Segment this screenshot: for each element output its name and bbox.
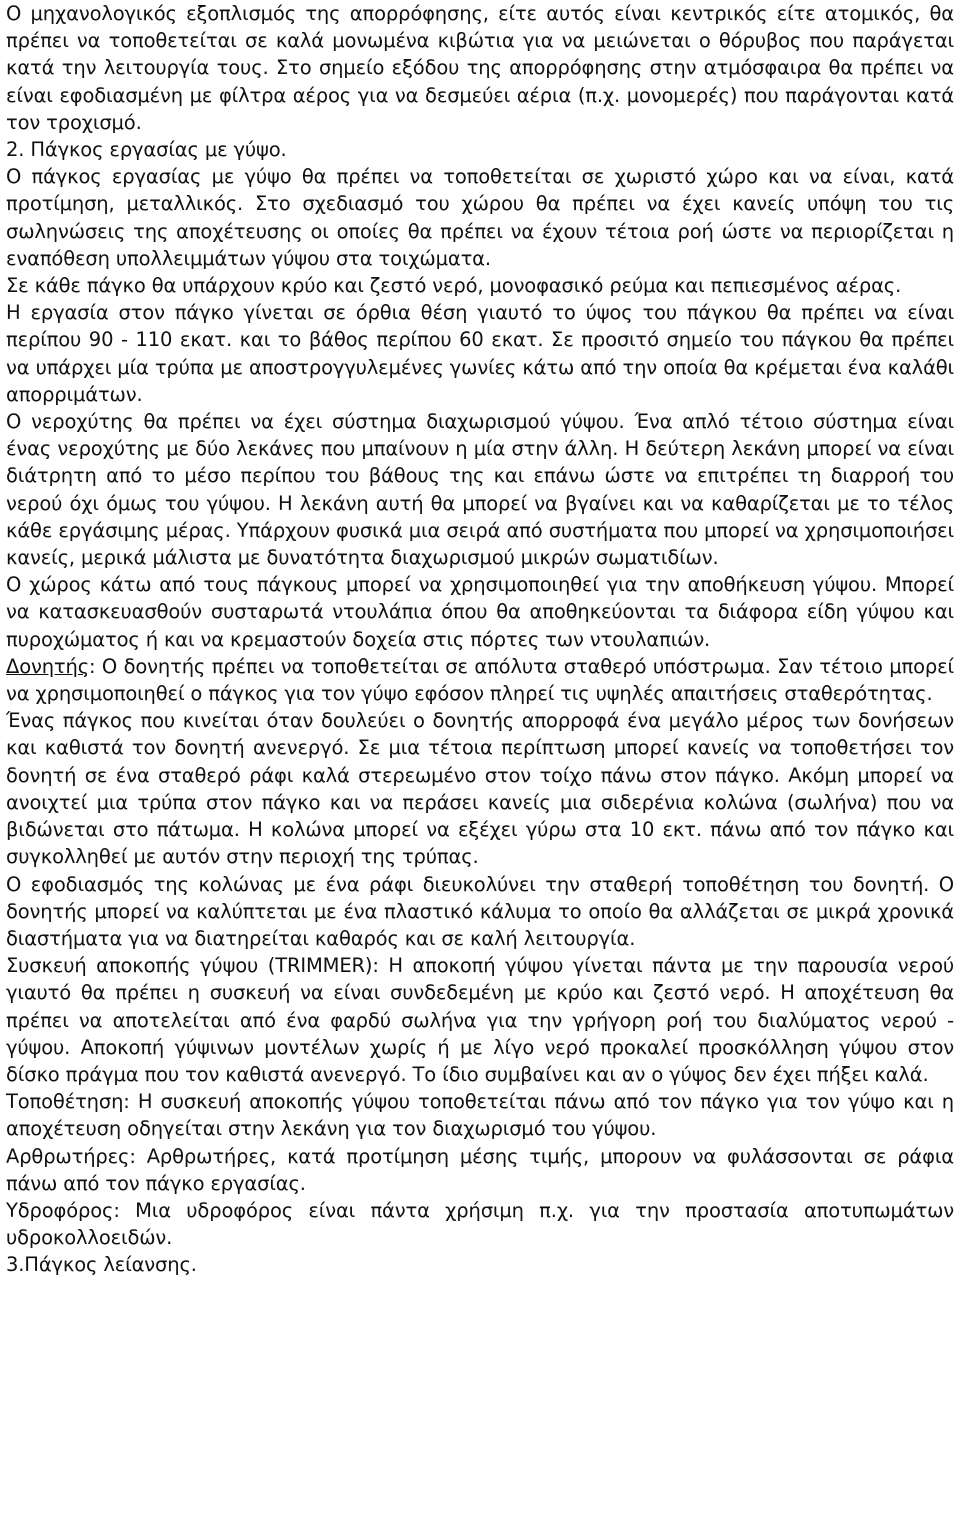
paragraph-storage: Ο χώρος κάτω από τους πάγκους μπορεί να χρησιμοποιηθεί για την αποθήκευση γύψου. Μπορεί να κατασκευασθούν συσταρωτά ντουλάπια όπου θα αποθηκεύονται τα διάφορα είδη γύψου και πυροχώματος ή και να κρεμαστούν δοχεία στις πόρτες των ντουλαπιών. bbox=[6, 573, 954, 651]
document-page bbox=[6, 0, 954, 1279]
paragraph-vibrator-mounting: Ένας πάγκος που κινείται όταν δουλεύει ο δονητής απορροφά ένα μεγάλο μέρος των δονήσεων και καθιστά τον δονητή ανενεργό. Σε μια τέτοια περίπτωση μπορεί κανείς να τοποθετήσει τον δονητή σε ένα σταθερό ράφι καλά στερεωμένο στον τοίχο πάνω στον πάγκο. Ακόμη μπορεί να ανοιχτεί μια τρύπα στον πάγκο και να περάσει κανείς μια σιδερένια κολώνα (σωλήνα) που να βιδώνεται στο πάτωμα. Η κολώνα μπορεί να εξέχει γύρω στα 10 εκτ. πάνω από τον πάγκο και συγκολληθεί με αυτόν στην περιοχή της τρύπας. bbox=[6, 709, 954, 869]
paragraph-trimmer-placement: Τοποθέτηση: Η συσκευή αποκοπής γύψου τοποθετείται πάνω από τον πάγκο για τον γύψο και η αποχέτευση οδηγείται στην λεκάνη για τον διαχωρισμό του γύψου. bbox=[6, 1090, 954, 1141]
paragraph-articulators: Αρθρωτήρες: Αρθρωτήρες, κατά προτίμηση μέσης τιμής, μπορουν να φυλάσσονται σε ράφια πάνω από τον πάγκο εργασίας. bbox=[6, 1144, 954, 1195]
paragraph-vibrator bbox=[6, 653, 954, 707]
paragraph-vibrator-shelf: Ο εφοδιασμός της κολώνας με ένα ράφι διευκολύνει την σταθερή τοποθέτηση του δονητή. Ο δονητής μπορεί να καλύπτεται με ένα πλαστικό κάλυμα το οποίο θα αλλάζεται σε μικρά χρονικά διαστήματα για να διατηρείται καθαρός και σε καλή λειτουργία. bbox=[6, 872, 954, 950]
paragraph-bench-utilities: Σε κάθε πάγκο θα υπάρχουν κρύο και ζεστό νερό, μονοφασικό ρεύμα και πεπιεσμένος αέρας. bbox=[6, 274, 902, 298]
section-heading-plaster-bench: 2. Πάγκος εργασίας με γύψο. bbox=[6, 138, 287, 162]
paragraph-sink-separation: Ο νεροχύτης θα πρέπει να έχει σύστημα διαχωρισμού γύψου. Ένα απλό τέτοιο σύστημα είναι ένας νεροχύτης με δύο λεκάνες που μπαίνουν η μία στην άλλη. Η δεύτερη λεκάνη μπορεί να είναι διάτρητη από το μέσο περίπου του βάθους της και επάνω ώστε να επιτρέπει τη διαρροή του νερού όχι όμως του γύψου. Η λεκάνη αυτή θα μπορεί να βγαίνει και να καθαρίζεται με το τέλος κάθε εργάσιμης μέρας. Υπάρχουν φυσικά μια σειρά από συστήματα που μπορεί να χρησιμοποιήσει κανείς, μερικά μάλιστα με δυνατότητα διαχωρισμού μικρών σωματιδίων. bbox=[6, 410, 954, 570]
paragraph-humidor: Υδροφόρος: Μια υδροφόρος είναι πάντα χρήσιμη π.χ. για την προστασία αποτυπωμάτων υδροκολλοειδών. bbox=[6, 1198, 954, 1250]
paragraph-bench-location: Ο πάγκος εργασίας με γύψο θα πρέπει να τοποθετείται σε χωριστό χώρο και να είναι, κατά προτίμηση, μεταλλικός. Στο σχεδιασμό του χώρου θα πρέπει να έχει κανείς υπόψη του τις σωληνώσεις της αποχέτευσης οι οποίες θα πρέπει να έχουν τέτοια ροή ώστε να περιορίζεται η εναπόθεση υπολλειμμάτων γύψου στα τοιχώματα. bbox=[6, 165, 954, 270]
paragraph-bench-dimensions: Η εργασία στον πάγκο γίνεται σε όρθια θέση γιαυτό το ύψος του πάγκου θα πρέπει να είναι περίπου 90 - 110 εκατ. και το βάθος περίπου 60 εκατ. Σε προσιτό σημείο του πάγκου θα πρέπει να υπάρχει μία τρύπα με αποστρογγυλεμένες γωνίες κάτω από την οποία θα κρέμεται ένα καλάθι απορριμάτων. bbox=[6, 301, 954, 406]
vibrator-term: Δονητής bbox=[6, 654, 90, 678]
paragraph-trimmer: Συσκευή αποκοπής γύψου (TRIMMER): Η αποκοπή γύψου γίνεται πάντα με την παρουσία νερού γιαυτό θα πρέπει η συσκευή να είναι συνδεδεμένη με κρύο και ζεστό νερό. Η αποχέτευση θα πρέπει να αποτελείται από ένα φαρδύ σωλήνα για την γρήγορη ροή του διαλύματος νερού - γύψου. Αποκοπή γύψινων μοντέλων χωρίς ή με λίγο νερό προκαλεί προσκόλληση γύψου στον δίσκο πράγμα που τον καθιστά ανενεργό. Το ίδιο συμβαίνει και αν ο γύψος δεν έχει πήξει καλά. bbox=[6, 954, 954, 1086]
paragraph-extraction-equipment: Ο μηχανολογικός εξοπλισμός της απορρόφησης, είτε αυτός είναι κεντρικός είτε ατομικός, θα πρέπει να τοποθετείται σε καλά μονωμένα κιβώτια για να μειώνεται ο θόρυβος που παράγεται κατά την λειτουργία τους. Στο σημείο εξόδου της απορρόφησης στην ατμόσφαιρα θα πρέπει να είναι εφοδιασμένη με φίλτρα αέρος για να δεσμεύει αέρια (π.χ. μονομερές) που παράγονται κατά τον τροχισμό. bbox=[6, 2, 954, 134]
section-heading-polishing-bench: 3.Πάγκος λείανσης. bbox=[6, 1253, 197, 1277]
vibrator-text: : Ο δονητής πρέπει να τοποθετείται σε απόλυτα σταθερό υπόστρωμα. Σαν τέτοιο μπορεί να χρησιμοποιηθεί ο πάγκος για τον γύψο εφόσον πληρεί τις υψηλές απαιτήσεις σταθερότητας. bbox=[6, 654, 954, 706]
